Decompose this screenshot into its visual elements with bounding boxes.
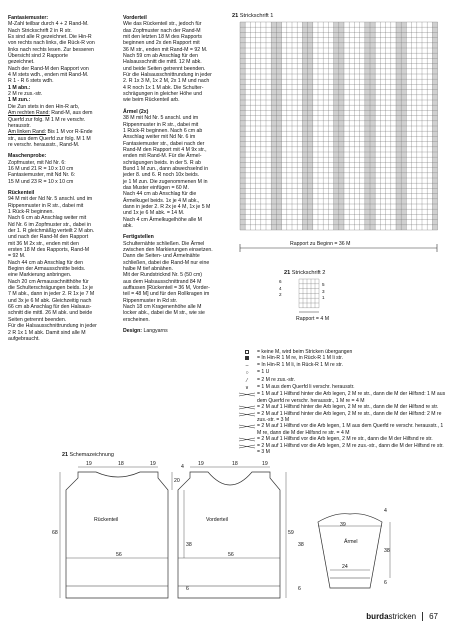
front-piece-outline xyxy=(178,472,280,598)
legend-item xyxy=(237,362,447,369)
purl-column xyxy=(308,22,313,230)
column-left xyxy=(8,15,120,342)
text-line: re verschr. herausstr., Rand-M. xyxy=(8,141,80,148)
text-line: R 1 - R 6 stets wdh. xyxy=(8,78,54,85)
text-line: das Zopfmuster nach der Rand-M xyxy=(123,27,201,34)
text-line: schnitt die mittl. 26 M abk. und beide xyxy=(8,310,93,317)
text-line: halbe M tief abnähen. xyxy=(123,266,173,273)
front-mid-dim: 38 xyxy=(298,542,304,548)
text-line: erscheinen. xyxy=(123,316,150,323)
chart2-repeat-label: Rapport = 4 M xyxy=(296,316,330,322)
text-line: enden mit Rand-M. Für die Ärmel- xyxy=(123,153,202,160)
chart2-row-labels-left xyxy=(279,279,282,299)
purl-column xyxy=(432,22,437,230)
page-footer xyxy=(366,612,438,621)
brand-rest: stricken xyxy=(388,612,417,621)
purl-column xyxy=(401,22,406,230)
back-length-dim: 68 xyxy=(52,530,58,536)
legend-item xyxy=(237,423,447,436)
sleeve-length-dim: 38 xyxy=(384,548,390,554)
section-title-fantasiemuster: Fantasiemuster: xyxy=(8,15,49,21)
purl-column xyxy=(370,22,375,230)
zunahme-text-3 xyxy=(8,136,120,149)
label-rechter-rand: Am rechten Rand: xyxy=(8,110,50,117)
legend-item xyxy=(237,369,447,376)
legend-item xyxy=(237,443,447,456)
schematic-drawing xyxy=(50,458,450,608)
text-line: locker abk., dabei die M str., wie sie xyxy=(123,310,205,317)
linker-rand-text: Bis 1 M vor R-Ende xyxy=(46,129,93,136)
text-line: Nach Strickschrift 2 in R str. xyxy=(8,27,72,34)
cable-right-icon xyxy=(237,391,257,397)
text-line: Halsausschnitt die mittl. 12 M abk. xyxy=(123,59,202,66)
purl-column xyxy=(271,22,276,230)
text-line: Ärmelkugel beids. 1x je 4 M abk., xyxy=(123,197,200,204)
legend-text: = In Hin-R 1 M re, in Rück-R 1 M li str. xyxy=(257,355,343,362)
fertigstellen-text xyxy=(123,241,235,323)
zunahme-text-2 xyxy=(8,117,120,130)
text-line: gezeichnet. xyxy=(8,59,35,66)
chart2-grid xyxy=(299,279,319,308)
design-label: Design: xyxy=(123,328,143,335)
rueckenteil-text xyxy=(8,196,120,342)
sleeve-cuff-dim: 6 xyxy=(384,580,387,586)
text-line: Nach 44 cm ab Anschlag für den xyxy=(8,259,83,266)
legend-item xyxy=(237,384,447,391)
text-line: Nach 6 cm ab Anschlag weiter mit xyxy=(8,215,87,222)
text-line: Nach 18 cm Kragenenhöhe alle M xyxy=(123,304,202,311)
chart1-title-text: Strickschrift 1 xyxy=(239,13,274,19)
back-mid-dim: 38 xyxy=(186,542,192,548)
front-piece-label: Vorderteil xyxy=(206,517,228,523)
chart1-repeat-label: Rapport zu Beginn = 36 M xyxy=(290,241,351,247)
chart2-row-labels-right xyxy=(322,282,325,302)
section-title-aermel: Ärmel (2x) xyxy=(123,108,149,115)
text-line: 2. R 1x 3 M, 1x 2 M, 2x 1 M und nach xyxy=(123,78,210,85)
loop-icon: ○ xyxy=(245,370,249,377)
purl-column xyxy=(334,22,339,230)
back-armhole-dim: 20 xyxy=(174,478,180,484)
front-top-dim-mid: 18 xyxy=(232,461,238,467)
back-piece-label: Rückenteil xyxy=(94,517,119,523)
text-line: jeder 8. und 6. R noch 10x beids. xyxy=(123,172,200,179)
back-rib-dim: 6 xyxy=(186,586,189,592)
text-line: eine Markierung anbringen. xyxy=(8,272,72,279)
text-line: und beide Seiten getrennt beenden. xyxy=(123,65,206,72)
text-line: 38 M mit Nd Nr. 5 anschl. und im xyxy=(123,115,199,122)
front-top-dim-left: 19 xyxy=(198,461,204,467)
text-line: Für die Halsausschnittrundung in jeder xyxy=(123,72,212,79)
design-value: Langyarns xyxy=(142,328,168,335)
label-zunahme: 1 M zun.: xyxy=(8,97,31,104)
purl-column xyxy=(302,22,307,230)
text-line: 36 M str., enden mit Rand-M = 92 M. xyxy=(123,46,208,53)
text-line: abk. xyxy=(123,223,133,229)
section-title-vorderteil: Vorderteil xyxy=(123,15,147,21)
cable-left-icon xyxy=(237,411,257,417)
text-line: Nach 44 cm ab Anschlag für die xyxy=(123,191,197,198)
text-line: Nach 20 cm Armausschnitthöhe für xyxy=(8,278,89,285)
text-line: von rechts nach links, die Rück-R von xyxy=(8,40,95,47)
chart1-grid xyxy=(240,22,438,230)
text-line: 1 Rück-R beginnen. Nach 6 cm ab xyxy=(123,127,203,134)
text-line: Fantasiemuster str., dabei nach der xyxy=(123,140,205,147)
text-line: wie beim Rückenteil arb. xyxy=(123,97,180,104)
purl-column xyxy=(339,22,344,230)
text-line: 15 M und 23 R = 10 x 10 cm xyxy=(8,178,74,185)
abnahme-text: 2 M re zus.-str. xyxy=(8,91,43,98)
text-line: Nach 4 cm Ärmelkugelhöhe alle M xyxy=(123,216,203,223)
text-line: Rand-M den Rapport mit 4 M 9x str., xyxy=(123,146,207,153)
chart2-row-2: 2 xyxy=(279,292,282,298)
text-line: auffassen [Rückenteil = 36 M, Vorder- xyxy=(123,285,210,292)
purl-column xyxy=(240,22,245,230)
text-line: 4 R noch 1x 1 M abk. Die Schulter- xyxy=(123,84,204,91)
text-line: M-Zahl teilbar durch 4 + 2 Rand-M. xyxy=(8,21,89,28)
schema-number: 21 xyxy=(62,452,68,458)
legend-text: = 2 M auf 1 Hilfsnd vor die Arb legen, 2 M re zus.-str., dann die M der Hilfsnd re str. = 3 M xyxy=(257,442,444,456)
chart2-row-6: 6 xyxy=(279,279,282,284)
yarnover-icon: ∨ xyxy=(245,385,249,392)
back-piece-outline xyxy=(66,472,168,598)
back-top-dim-right: 19 xyxy=(150,461,156,467)
text-line: Bund 1 M zun., dann abwechselnd in xyxy=(123,165,209,172)
chart2-row-4: 4 xyxy=(279,285,282,291)
chart2-title-text: Strickschrift 2 xyxy=(291,270,326,276)
cable-dec-icon xyxy=(237,443,257,449)
text-line: 66 cm ab Anschlag für den Halsaus- xyxy=(8,304,92,311)
vorderteil-text xyxy=(123,21,235,103)
text-line: mit den letzten 18 M des Rapports xyxy=(123,34,203,41)
text-line: der 1. R gleichmäßig verteilt 2 M abn. xyxy=(8,228,95,234)
text-line: Fantasiemuster, mit Nd Nr. 6: xyxy=(8,172,76,179)
front-top-dim-right: 19 xyxy=(262,461,268,467)
chart1-number: 21 xyxy=(232,13,239,19)
legend-item xyxy=(237,377,447,384)
text-line: schrägungen beids. in der 5. R ab xyxy=(123,159,201,166)
text-line: je 1 M zun. Die zugenommenen M in xyxy=(123,178,208,185)
sleeve-bottom-dim: 24 xyxy=(342,564,348,570)
dash-icon: – xyxy=(245,362,249,369)
cable-right2-icon xyxy=(237,404,257,410)
chart2-row-3: 3 xyxy=(322,288,325,294)
text-line: Für die Halsausschnittrundung in jeder xyxy=(8,323,97,330)
text-line: Nach 59 cm ab Anschlag für den xyxy=(123,53,198,60)
legend-text: = 2 M auf 1 Hilfsnd vor die Arb legen, 2 M re str., dann die M der Hilfsnd re str. xyxy=(257,436,433,443)
text-line: aufgebraucht. xyxy=(8,335,40,342)
text-line: Nach der Rand-M den Rapport von xyxy=(8,65,89,72)
legend-text: = 1 M aus dem Querfd li verschr. herausstr. xyxy=(257,384,355,391)
aermel-text xyxy=(123,115,235,229)
text-line: zwischen den Markierungen einsetzen. xyxy=(123,247,213,254)
text-line: und 3x je 6 M abk. Gleichzeitig nach xyxy=(8,297,92,304)
section-title-maschenprobe: Maschenprobe: xyxy=(8,153,47,160)
text-line: Die Zun stets in den Hin-R arb, xyxy=(8,103,80,110)
text-line: und 1x je 6 M abk. = 14 M. xyxy=(123,210,185,217)
sleeve-cap-dim: 4 xyxy=(384,508,387,514)
chart2-title xyxy=(284,270,325,276)
text-line: teil = 48 M] und für den Rollkragen im xyxy=(123,291,210,298)
sleeve-label: Ärmel xyxy=(344,539,358,545)
back-width-dim: 56 xyxy=(116,552,122,558)
legend-text: = In Hin-R 1 M li, in Rück-R 1 M re str. xyxy=(257,361,343,368)
fantasiemuster-text xyxy=(8,21,120,84)
text-line: 4 M stets wdh., enden mit Rand-M. xyxy=(8,72,89,79)
empty-square-icon xyxy=(237,349,257,354)
front-neck-dim: 4 xyxy=(181,464,184,470)
text-line: beginnen und 2x den Rapport mit xyxy=(123,40,200,47)
text-line: Übersicht sind 2 Rapporte xyxy=(8,53,68,60)
column-middle xyxy=(123,15,235,335)
symbol-legend xyxy=(237,349,447,456)
text-line: mit 36 M 2x str., enden mit den xyxy=(8,240,79,247)
legend-item xyxy=(237,411,447,424)
rechter-rand-text: Rand-M, aus dem xyxy=(49,110,93,117)
text-line: Mit der Rundstricknd Nr. 5 (50 cm) xyxy=(123,272,202,279)
sleeve-top-dim: 39 xyxy=(340,522,346,528)
label-abnahme: 1 M abn.: xyxy=(8,84,31,91)
text-line: Nd Nr. 6 im Zopfmuster str., dabei in xyxy=(8,221,92,228)
text-line: 1 Rück-R beginnen. xyxy=(8,208,54,215)
purl-column xyxy=(365,22,370,230)
text-line: Zopfmuster, mit Nd Nr. 6: xyxy=(8,159,66,166)
text-line: str., aus dem Querfd zur folg. M 1 M xyxy=(8,135,91,142)
legend-item xyxy=(237,391,447,404)
text-line: dann in jeder 2. R 2x je 4 M, 1x je 5 M xyxy=(123,203,211,210)
page-number: 67 xyxy=(422,612,438,621)
text-line: Wie das Rückenteil str., jedoch für xyxy=(123,21,202,28)
text-line: Dann die Seiten- und Ärmelnähte xyxy=(123,253,200,260)
decrease-icon: ⁄ xyxy=(246,377,248,384)
text-line: schließen, dabei die Rand-M nur eine xyxy=(123,259,210,266)
section-title-fertigstellen: Fertigstellen xyxy=(123,234,154,241)
legend-text: = 1 U xyxy=(257,369,270,376)
text-line: Querfd zur folg. M 1 M re verschr. xyxy=(8,116,86,123)
text-line: das Muster einfügen = 60 M. xyxy=(123,184,189,191)
text-line: Es sind alle R gezeichnet. Die Hin-R xyxy=(8,34,92,41)
cable-left2-icon xyxy=(237,436,257,442)
text-line: 16 M und 21 R = 10 x 10 cm xyxy=(8,165,74,172)
chart2-number: 21 xyxy=(284,270,291,276)
legend-text: = 2 M auf 1 Hilfsnd vor die Arb legen, 1 M aus dem Querfd re verschr. herausstr., 1 M re, dann die M der Hilfsnd re str. = 4 M xyxy=(257,423,444,436)
brand-bold: burda xyxy=(366,612,389,621)
chart2-row-5: 5 xyxy=(322,282,325,287)
text-line: Beginn der Armausschnitte beids. xyxy=(8,266,86,273)
legend-text: = 1 M auf 1 Hilfsnd hinter die Arb legen, 2 M re str., dann die M der Hilfsnd: 1 M aus dem Querfd re verschr. herausstr., 1 M re = 4 M xyxy=(257,391,446,404)
legend-text: = 2 M re zus.-str. xyxy=(257,376,296,383)
text-line: = 92 M. xyxy=(8,253,26,260)
text-line: schrägungen in gleicher Höhe und xyxy=(123,91,203,98)
back-top-dim-mid: 18 xyxy=(118,461,124,467)
back-top-dim-left: 19 xyxy=(86,461,92,467)
front-length-dim: 59 xyxy=(288,530,294,536)
text-line: Rippenmuster in R str., dabei mit xyxy=(8,202,84,209)
text-line: und nach der Rand-M den Rapport xyxy=(8,234,89,241)
knitting-chart-1 xyxy=(232,20,447,265)
text-line: links nach rechts lesen. Zur besseren xyxy=(8,46,94,53)
text-line: 94 M mit der Nd Nr. 5 anschl. und im xyxy=(8,196,93,203)
text-line: Seiten getrennt beenden. xyxy=(8,316,67,323)
purl-column xyxy=(276,22,281,230)
legend-text: = 2 M auf 1 Hilfsnd hinter die Arb legen, 2 M re str., dann die M der Hilfsnd re str. xyxy=(257,404,439,411)
text-line: aus dem Halsausschnittrand 84 M xyxy=(123,278,202,285)
front-rib-dim: 6 xyxy=(298,586,301,592)
text-line: Schulternähte schließen. Die Ärmel xyxy=(123,240,205,247)
sleeve-outline xyxy=(318,514,382,588)
text-line: 2 R 1x 1 M abk. Damit sind alle M xyxy=(8,329,86,336)
section-title-rueckenteil: Rückenteil xyxy=(8,189,35,196)
filled-square-icon xyxy=(237,355,257,360)
chart2-row-1: 1 xyxy=(322,295,325,301)
text-line: ersten 18 M des Rapports, Rand-M xyxy=(8,247,90,254)
purl-column xyxy=(396,22,401,230)
front-width-dim: 56 xyxy=(228,552,234,558)
text-line: 7 M abk., dann in jeder 2. R 1x je 7 M xyxy=(8,291,95,298)
text-line: Rippenmuster in Rd str. xyxy=(123,297,178,304)
text-line: herausstr. xyxy=(8,122,31,129)
cable-cross-icon xyxy=(237,423,257,429)
chart1-title xyxy=(232,13,273,19)
label-linker-rand: Am linken Rand: xyxy=(8,129,47,136)
legend-text: = 2 M auf 1 Hilfsnd hinter die Arb legen, 2 M re str., dann die M der Hilfsnd: 2 M re zus.-str. = 3 M xyxy=(257,410,442,424)
text-line: die Schulterschrägungen beids. 1x je xyxy=(8,285,94,292)
text-line: Anschlag weiter mit Nd Nr. 6 im xyxy=(123,134,196,141)
text-line: Rippenmuster in R str., dabei mit xyxy=(123,121,199,128)
schema-title-text: Schemazeichnung xyxy=(69,452,114,458)
maschenprobe-text xyxy=(8,160,120,185)
legend-text: = keine M, wird beim Stricken übergangen xyxy=(257,349,353,355)
